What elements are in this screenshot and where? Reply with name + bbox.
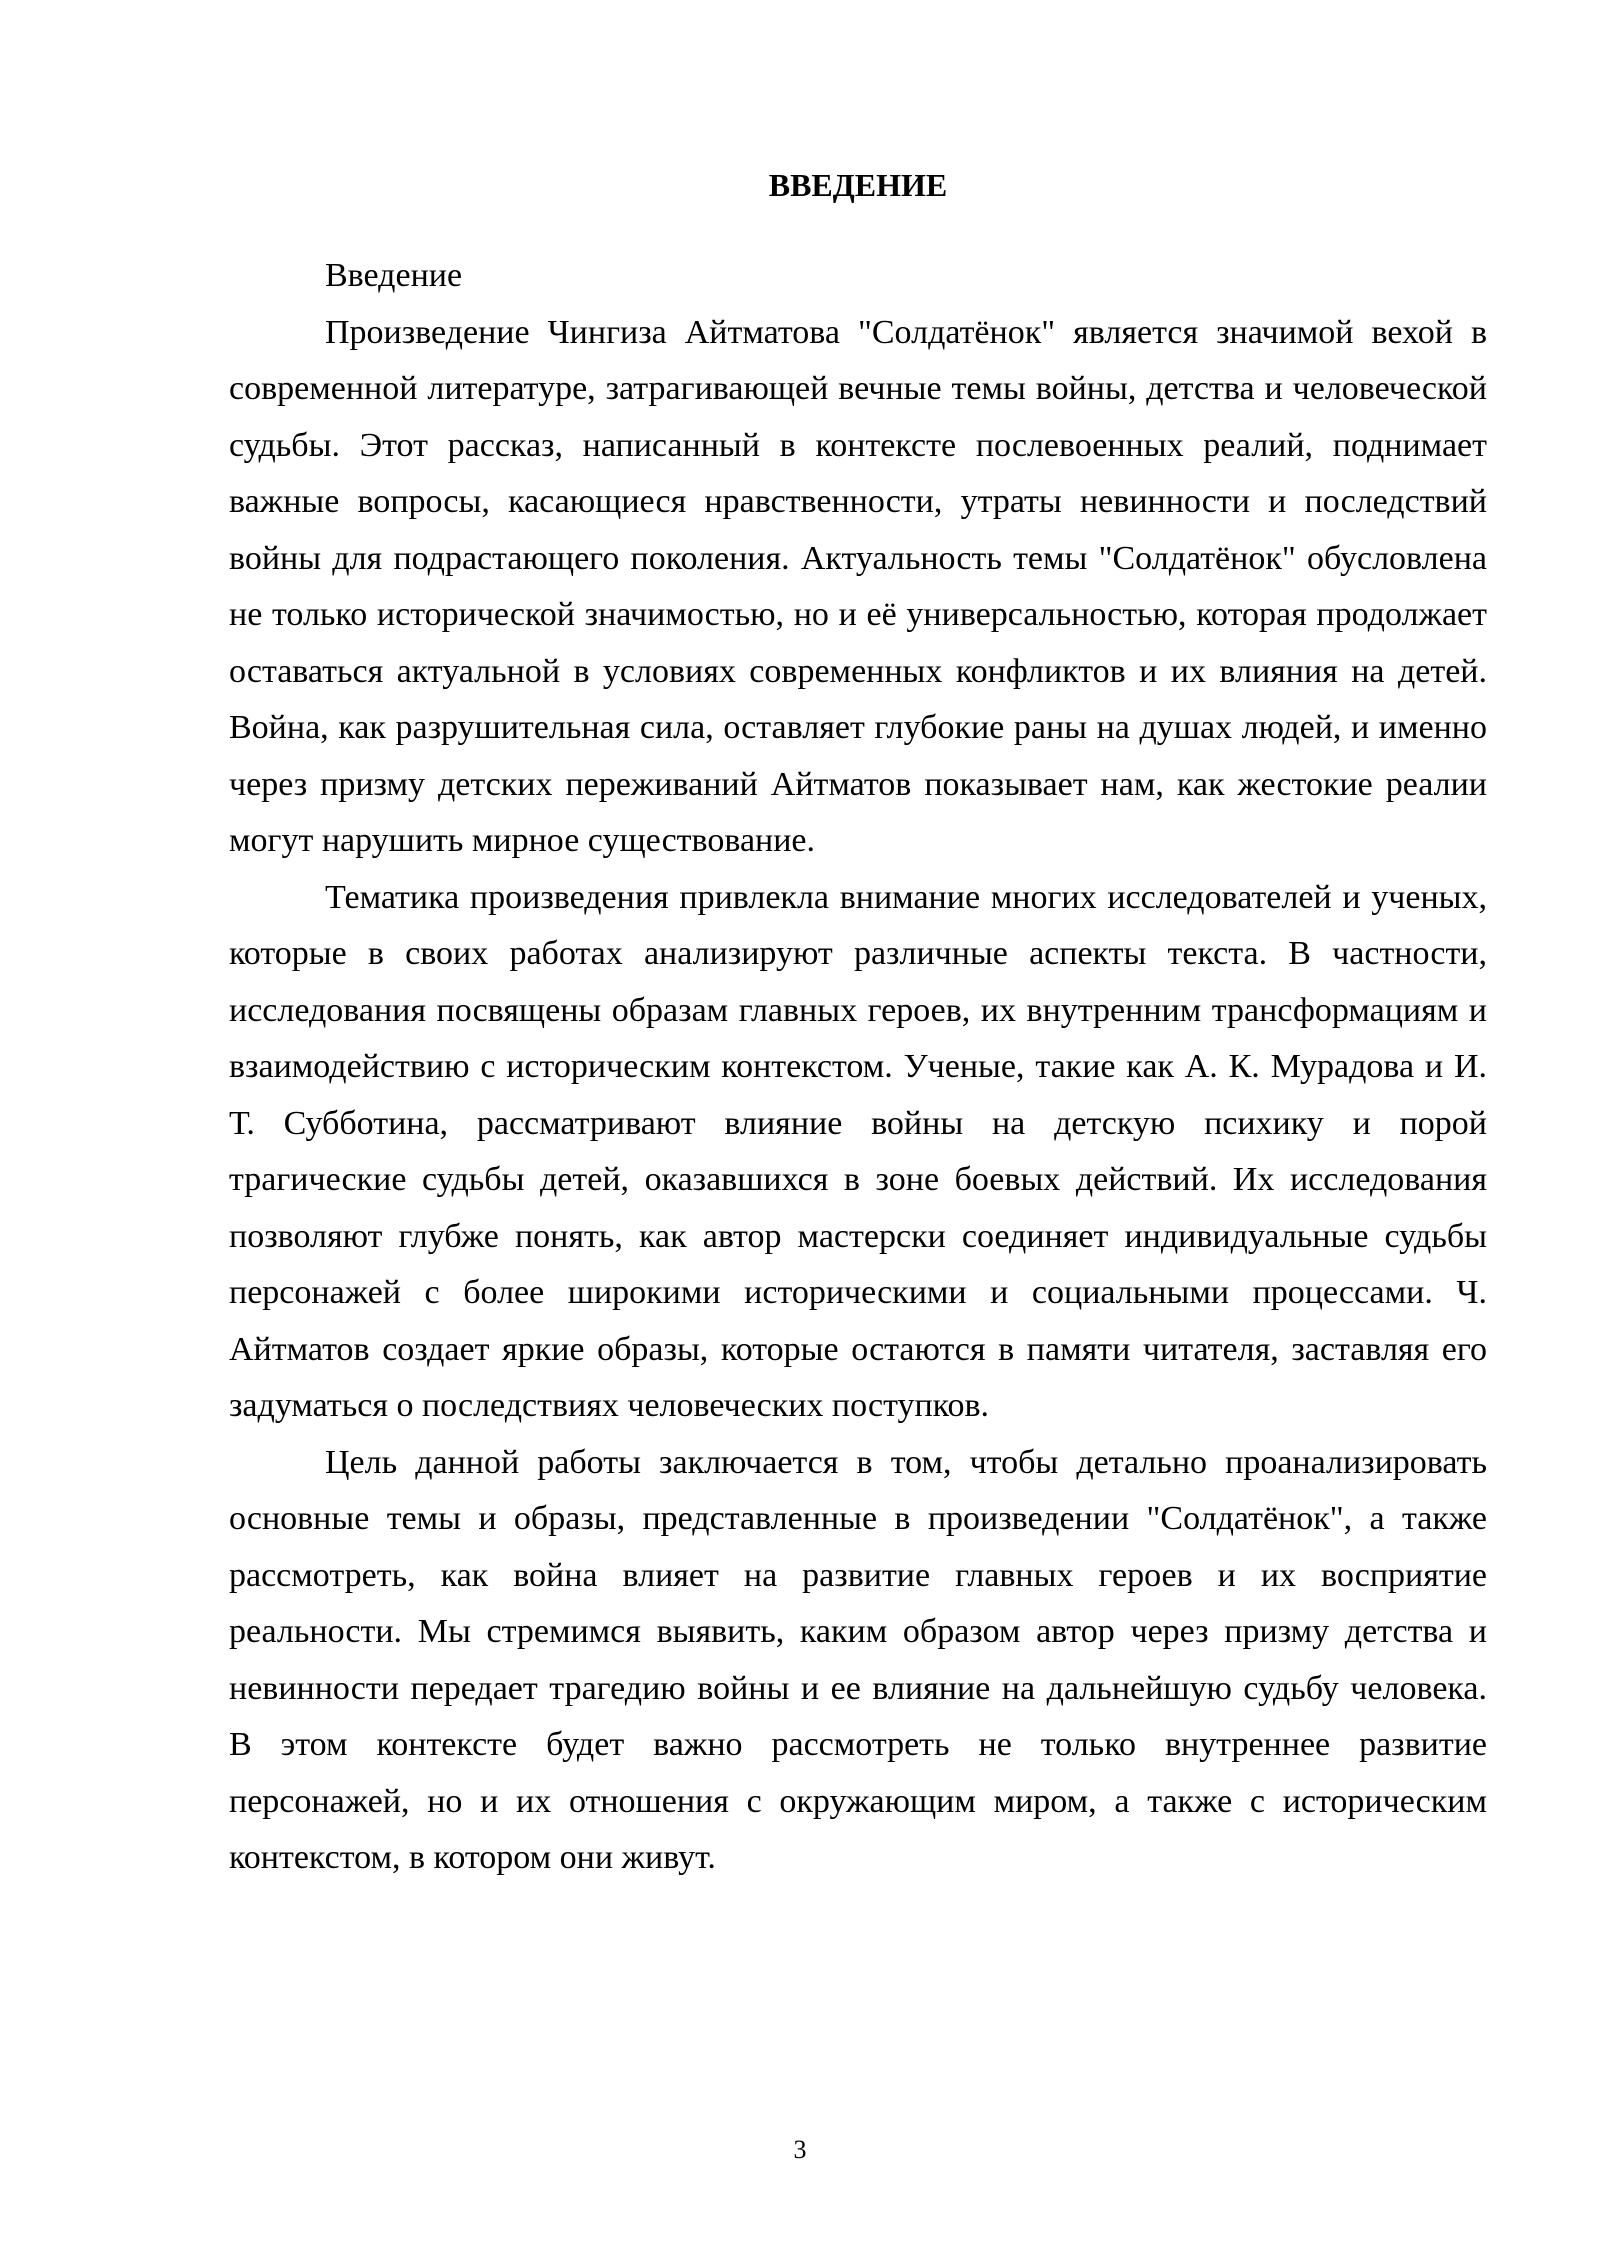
section-heading: ВВЕДЕНИЕ [768,167,948,203]
page-number: 3 [793,2135,807,2164]
paragraph-3: Цель данной работы заключается в том, чтобы детально проанализировать основные темы и образы, представленные в произведении "Солдатёнок", а также рассмотреть, как война влияет на развитие главных героев и их восприятие реальности. Мы стремимся выявить, каким образом автор через призму детства и невинности передает трагедию войны и ее влияние на дальнейшую судьбу человека. В этом контексте будет важно рассмотреть не только внутреннее развитие персонажей, но и их отношения с окружающим миром, а также с историческим контекстом, в котором они живут. [229,1443,1487,1876]
paragraph-1: Произведение Чингиза Айтматова "Солдатёнок" является значимой вехой в современной литературе, затрагивающей вечные темы войны, детства и человеческой судьбы. Этот рассказ, написанный в контексте послевоенных реалий, поднимает важные вопросы, касающиеся нравственности, утраты невинности и последствий войны для подрастающего поколения. Актуальность темы "Солдатёнок" обусловлена не только исторической значимостью, но и её универсальностью, которая продолжает оставаться актуальной в условиях современных конфликтов и их влияния на детей. Война, как разрушительная сила, оставляет глубокие раны на душах людей, и именно через призму детских переживаний Айтматов показывает нам, как жестокие реалии могут нарушить мирное существование. [229,313,1487,859]
paragraph-subheading: Введение [325,257,463,294]
body-text [229,248,1487,1887]
paragraph-2: Тематика произведения привлекла внимание многих исследователей и ученых, которые в своих работах анализируют различные аспекты текста. В частности, исследования посвящены образам главных героев, их внутренним трансформациям и взаимодействию с историческим контекстом. Ученые, такие как А. К. Мурадова и И. Т. Субботина, рассматривают влияние войны на детскую психику и порой трагические судьбы детей, оказавшихся в зоне боевых действий. Их исследования позволяют глубже понять, как автор мастерски соединяет индивидуальные судьбы персонажей с более широкими историческими и социальными процессами. Ч. Айтматов создает яркие образы, которые остаются в памяти читателя, заставляя его задуматься о последствиях человеческих поступков. [229,878,1487,1424]
